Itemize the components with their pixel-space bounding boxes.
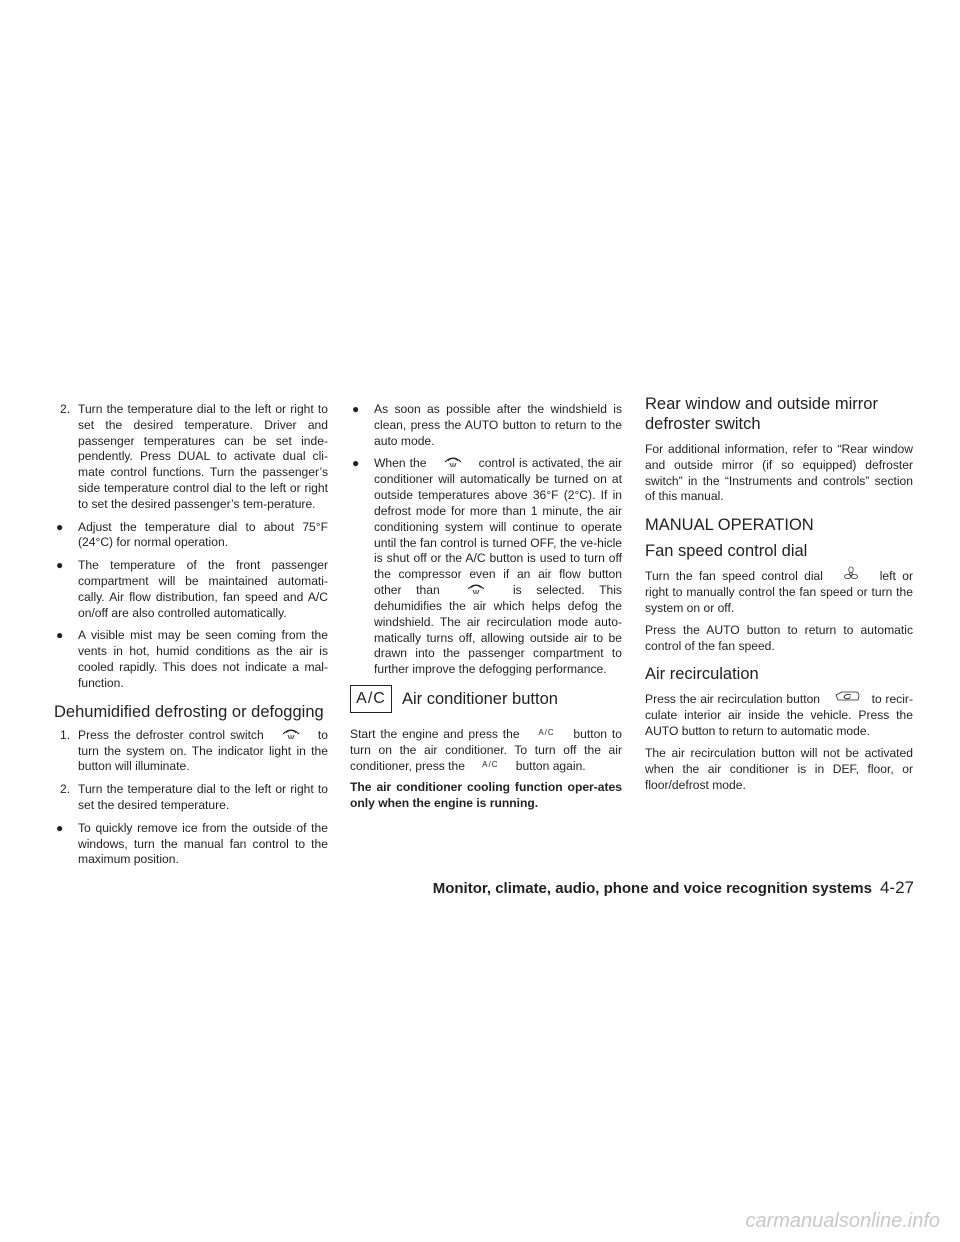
defroster-icon (431, 453, 475, 469)
ac-icon: A/C (538, 727, 555, 737)
section-heading-recirculation: Air recirculation (645, 665, 759, 684)
ac-text: button to turn on the air conditioner. To turn off the air conditioner, press the (350, 726, 622, 773)
footer-title: Monitor, climate, audio, phone and voice recognition systems (432, 880, 872, 897)
bullet-item (54, 821, 328, 868)
section-heading-fan-speed: Fan speed control dial (645, 542, 808, 561)
list-item-text: Turn the temperature dial to the left or right to set the desired temperature. (78, 782, 328, 812)
recirc-paragraph-2: The air recirculation button will not be activated when the air conditioner is in DEF, floor, or floor/defrost mode. (645, 745, 913, 792)
column-left (54, 402, 328, 875)
bullet-text: To quickly remove ice from the outside of the windows, turn the manual fan control to the maximum position. (78, 820, 328, 867)
rear-defroster-paragraph: For additional information, refer to “Rear window and outside mirror (if so equipped) defroster switch” in the “Instruments and controls” section of this manual. (645, 442, 913, 504)
page-number: 4-27 (879, 878, 914, 897)
recirc-text: to recir-culate interior air inside the vehicle. Press the AUTO button to return to automatic mode. (645, 692, 913, 739)
defroster-icon (269, 725, 313, 741)
bullet-text: When the (374, 456, 427, 471)
bullet-text: is selected. This dehumidifies the air which helps defog the windshield. The air recirculation mode auto-matically turns off, allowing outside air to be drawn into the passenger compartment to further improve the defogging performance. (374, 583, 622, 677)
ac-section-header (350, 685, 622, 713)
section-heading-dehumidified: Dehumidified defrosting or defogging (54, 702, 324, 721)
fan-icon (829, 566, 873, 582)
column-right (645, 395, 913, 799)
fan-paragraph-2: Press the AUTO button to return to automatic control of the fan speed. (645, 622, 913, 653)
column-middle (350, 402, 622, 818)
list-marker: 1. (60, 727, 71, 742)
recirculation-icon (824, 689, 868, 705)
bullet-item (54, 520, 328, 552)
recirc-text: Press the air recirculation button (645, 692, 821, 707)
bullet-marker: ● (56, 558, 64, 573)
list-item-2 (54, 782, 328, 814)
list-item-text: to turn the system on. The indicator light in the button will illuminate. (78, 727, 328, 774)
bullet-marker: ● (352, 402, 360, 416)
ac-badge: A/C (350, 685, 392, 713)
list-item-2 (54, 402, 328, 513)
bullet-text: control is activated, the air conditioner will automatically be turned on at outside temperatures above 36°F (2°C). If in defrost mode for more than 1 minute, the air conditioning system will continue to operate until the fan control is turned OFF, the ve-hicle is shut off or the A/C button is used to turn off the compressor even if an air flow button other than (374, 456, 622, 598)
bullet-item (350, 456, 622, 678)
bullet-item (54, 558, 328, 621)
defroster-icon (454, 580, 498, 596)
bullet-marker: ● (56, 519, 64, 534)
bullet-item (54, 628, 328, 691)
ac-icon: A/C (482, 759, 499, 769)
bullet-text: The temperature of the front passenger compartment will be maintained automati-cally. Air flow distribution, fan speed and A/C on/off are also controlled automatically. (78, 558, 328, 620)
list-marker: 2. (60, 402, 71, 416)
list-item-text: Turn the temperature dial to the left or right to set the desired temperature. Driver and passenger temperatures can be set inde-pendently. Press DUAL to activate dual cli-mate control functions. Turn the passenger’s side temperature control dial to the left or right to set the desired passenger’s tem-perature. (78, 402, 328, 511)
list-item-1 (54, 728, 328, 776)
section-heading-rear-defroster: Rear window and outside mirror defroster switch (645, 395, 878, 433)
bullet-text: A visible mist may be seen coming from the vents in hot, humid conditions as the air is cooled rapidly. This does not indicate a mal-function. (78, 628, 328, 690)
bullet-item (350, 402, 622, 449)
bullet-marker: ● (352, 456, 360, 471)
ac-text: button again. (515, 758, 586, 773)
recirc-paragraph (645, 692, 913, 740)
section-heading-ac: Air conditioner button (402, 689, 558, 708)
fan-text: Turn the fan speed control dial (645, 569, 823, 584)
watermark: carmanualsonline.info (745, 1210, 940, 1232)
ac-text: Start the engine and press the (350, 726, 520, 741)
bullet-text: As soon as possible after the windshield is clean, press the AUTO button to return to the auto mode. (374, 402, 622, 448)
bullet-text: Adjust the temperature dial to about 75°F (24°C) for normal operation. (78, 519, 328, 550)
bullet-marker: ● (56, 628, 64, 643)
ac-paragraph (350, 727, 622, 774)
bullet-marker: ● (56, 820, 64, 835)
fan-paragraph (645, 569, 913, 617)
list-marker: 2. (60, 782, 71, 797)
fan-text: left or right to manually control the fan speed or turn the system on or off. (645, 569, 913, 615)
section-heading-manual: MANUAL OPERATION (645, 516, 814, 535)
list-item-text: Press the defroster control switch (78, 727, 264, 742)
page-footer (424, 878, 914, 898)
ac-warning: The air conditioner cooling function oper-ates only when the engine is running. (350, 780, 622, 811)
